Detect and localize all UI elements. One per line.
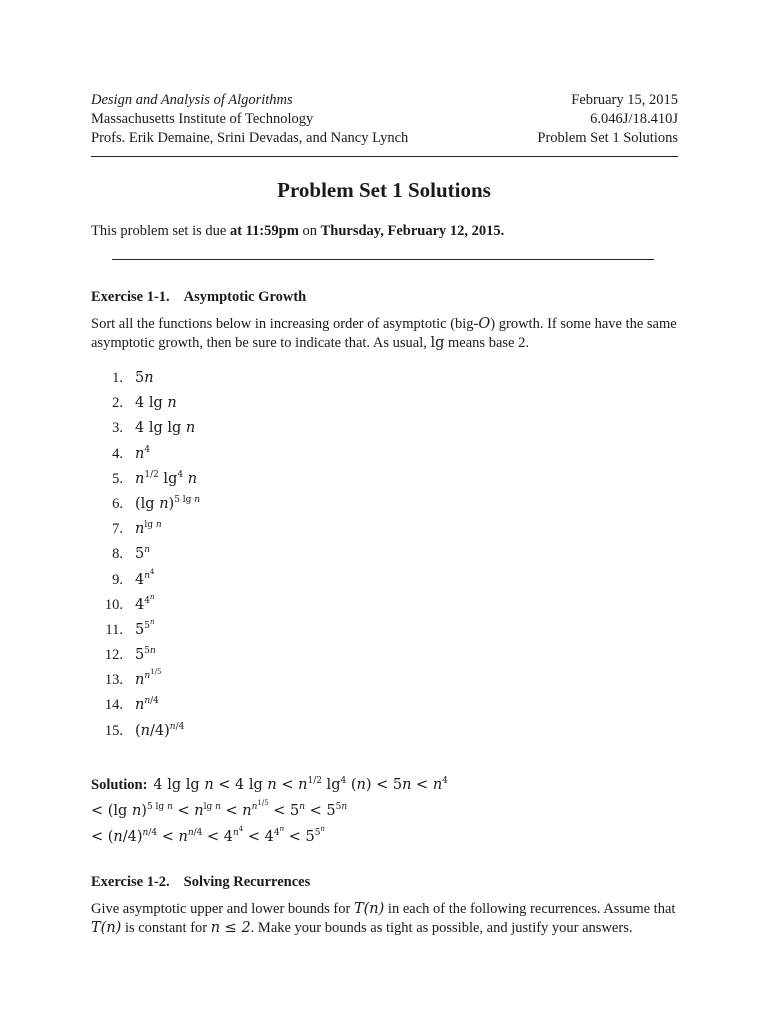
exercise-1-2-title: Solving Recurrences [183,874,311,890]
function-list [91,366,200,744]
due-time: at 11:59pm [229,223,299,239]
exercise-1-2-number: Exercise 1-2. [91,874,170,890]
course-name: Design and Analysis of Algorithms [91,92,293,108]
list-item: 5. $n^{1/2}$ $\lg^4 n$ [112,469,198,487]
list-item: 1. 5n [112,370,154,386]
section-divider [112,259,654,260]
recurrence-Tn: T(n) [353,901,385,917]
exercise-1-1-heading [91,289,306,306]
header-divider [91,156,678,157]
list-item: 10. $4^{4^n}$ [104,592,155,613]
exercise-1-1-number: Exercise 1-1. [91,289,170,305]
recurrence-condition: n ≤ 2 [210,920,251,936]
exercise-1-2-intro [91,900,681,938]
list-item: 7. $n^{lg n}$ [112,520,162,538]
list-item: 9. $4^{n^4}$ [112,567,155,588]
due-middle: on [298,223,321,239]
list-item: 2. 4 lg n [112,395,177,412]
solution-label: Solution: [91,777,148,793]
recurrence-text-4: . Make your bounds as tight as possible, and justify your answers. [250,920,633,936]
list-item: 6. (lg n)$^{5 lg n}$ [112,494,201,512]
list-item: 12. $5^{5n}$ [104,646,156,664]
document-header [91,91,678,148]
intro-text-1: Sort all the functions below in increasing order of asymptotic (big- [91,316,479,332]
professors: Profs. Erik Demaine, Srini Devadas, and Nancy Lynch [91,130,409,146]
due-statement [91,223,504,240]
recurrence-Tn-2: T(n) [91,920,122,936]
list-item: 15. $(n/4)^{n/4}$ [104,721,185,739]
intro-big-o: O [478,316,491,332]
list-item: 13. $n^{n^{1/5}}$ [104,668,162,689]
solution-line-3: < $(n/4)^{n/4} < n^{n/4} < 4^{n^4} < 4^{4^n} < 5^{5^n}$ [91,825,325,845]
intro-lg: lg [430,335,445,351]
exercise-1-1-intro [91,315,681,353]
institute-name: Massachusetts Institute of Technology [91,111,314,127]
intro-text-3: means base 2. [444,335,529,351]
intro-text-2: ) growth. If some have the same asymptotic growth, then be sure to indicate that. As usual, [91,316,677,351]
recurrence-text-1: Give asymptotic upper and lower bounds for [91,901,354,917]
header-doc-title: Problem Set 1 Solutions [537,130,678,146]
date: February 15, 2015 [571,92,678,108]
solution-block [91,772,448,850]
list-item: 8. 5$^n$ [112,545,151,563]
recurrence-text-3: is constant for [121,920,211,936]
list-item: 11. $5^{5^n}$ [105,617,155,638]
due-prefix: This problem set is due [91,223,230,239]
solution-line-2: < (lg $n)^{5 lg n} < n^{lg n} < n^{n^{1/5}} < 5^n < 5^{5n}$ [91,799,348,819]
list-item: 14. $n^{n/4}$ [104,696,159,714]
solution-line-1: Solution: 4 lg lg n < 4 $\lg n < n^{1/2}$ $\lg^4 (n) < 5n < n^4$ [91,776,448,793]
course-number: 6.046J/18.410J [590,111,678,127]
due-date: Thursday, February 12, 2015. [320,223,505,239]
recurrence-text-2: in each of the following recurrences. Assume that [384,901,676,917]
exercise-1-2-heading [91,874,310,891]
page-title: Problem Set 1 Solutions [277,178,491,202]
list-item: 3. 4 lg lg n [112,420,196,437]
list-item: 4. $n^4$ [112,444,151,462]
exercise-1-1-title: Asymptotic Growth [183,289,307,305]
